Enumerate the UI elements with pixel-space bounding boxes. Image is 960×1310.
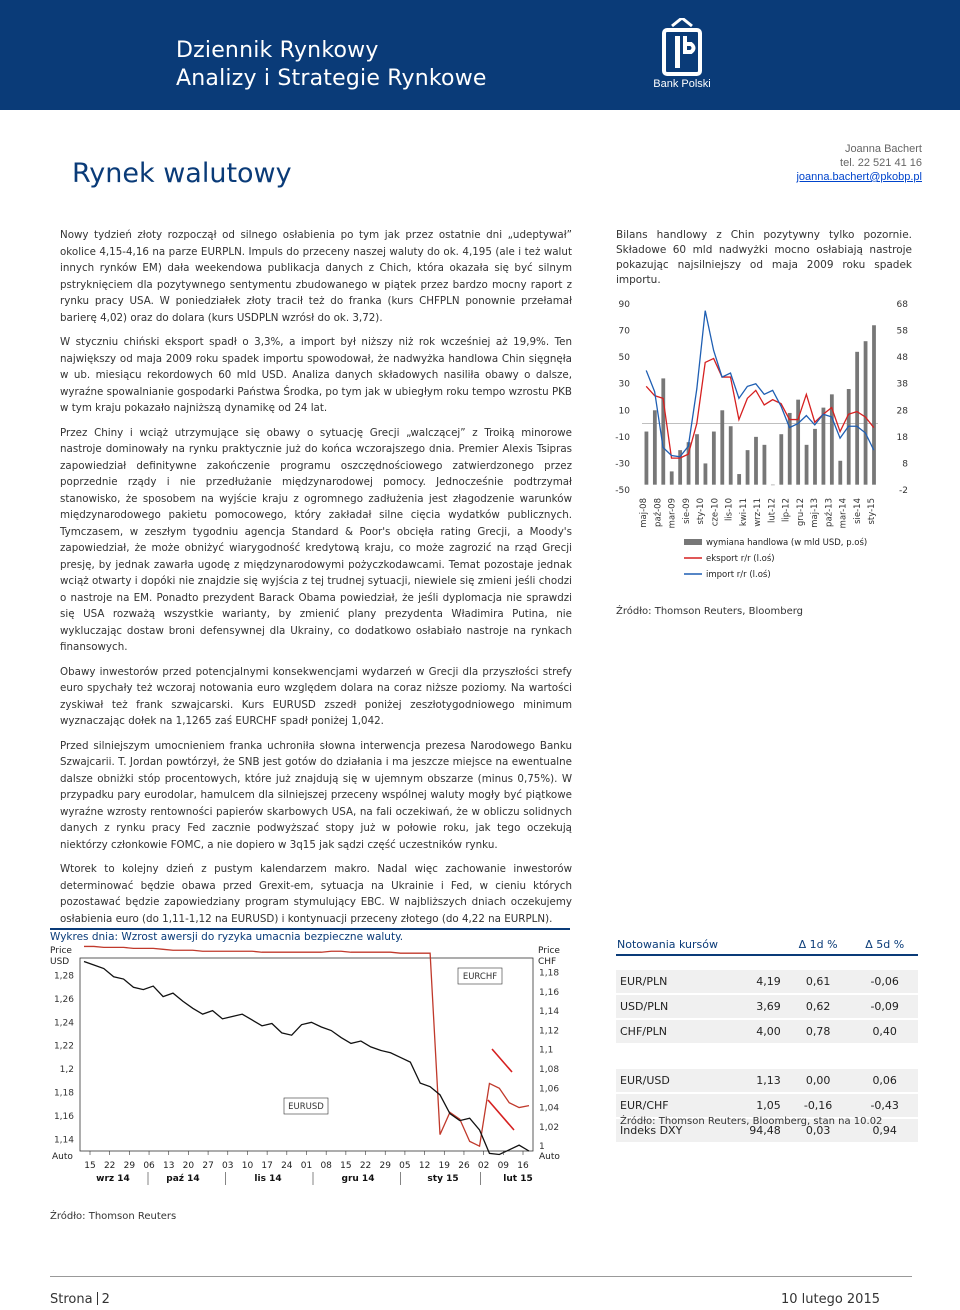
pair-value: 3,69 xyxy=(725,994,784,1019)
x-tick-label: lip-12 xyxy=(781,498,792,523)
y-left-tick-label: 50 xyxy=(618,353,630,364)
page-number-value: 2 xyxy=(101,1292,110,1307)
y-right-tick-label: 1 xyxy=(539,1142,545,1153)
x-tick-label: 15 xyxy=(84,1161,96,1171)
x-tick-label: 29 xyxy=(379,1161,391,1171)
article-body xyxy=(60,227,572,935)
y-left-tick-label: -10 xyxy=(615,432,630,443)
change-5d: -0,09 xyxy=(851,994,918,1019)
trade-bar xyxy=(864,341,868,484)
y-right-tick-label: 1,1 xyxy=(539,1045,554,1056)
change-5d: 0,06 xyxy=(851,1068,918,1093)
trade-bar xyxy=(645,432,649,485)
author-email-link[interactable]: joanna.bachert@pkobp.pl xyxy=(796,171,922,183)
change-1d: 0,61 xyxy=(785,969,852,994)
eurusd-eurchf-chart xyxy=(48,944,578,1189)
x-month-label: lut 15 xyxy=(503,1174,533,1184)
pair-value: 94,48 xyxy=(725,1118,784,1143)
x-tick-label: 03 xyxy=(222,1161,234,1171)
eurusd-label: EURUSD xyxy=(288,1102,324,1112)
rates-header-row xyxy=(616,934,918,955)
y-left-tick-label: 1,18 xyxy=(53,1088,74,1099)
y-right-tick-label: 1,16 xyxy=(539,987,560,998)
trade-bar xyxy=(813,429,817,485)
legend-swatch-bar xyxy=(684,539,702,545)
x-tick-label: 16 xyxy=(517,1161,529,1171)
trade-bar xyxy=(695,434,699,484)
pair-name: Indeks DXY xyxy=(616,1118,725,1143)
x-tick-label: cze-10 xyxy=(710,498,721,527)
y-left-tick-label: -30 xyxy=(615,459,630,470)
trade-bar xyxy=(838,461,842,485)
china-trade-chart xyxy=(606,290,916,600)
page-number xyxy=(50,1292,110,1307)
y-right-tick-label: 1,14 xyxy=(539,1007,560,1018)
page-title: Rynek walutowy xyxy=(72,158,292,189)
x-tick-label: 09 xyxy=(497,1161,510,1171)
report-date: 10 lutego 2015 xyxy=(780,1292,880,1307)
y-right-tick-label: 38 xyxy=(896,379,908,390)
x-tick-label: 26 xyxy=(458,1161,470,1171)
x-tick-label: 22 xyxy=(103,1161,116,1171)
table-spacer xyxy=(616,955,918,969)
y-right-tick-label: 1,06 xyxy=(539,1084,560,1095)
separator xyxy=(97,1292,98,1305)
change-5d: -0,43 xyxy=(851,1093,918,1118)
x-tick-label: 05 xyxy=(399,1161,411,1171)
x-month-label: wrz 14 xyxy=(96,1174,130,1184)
x-tick-label: lis-10 xyxy=(724,498,735,522)
bank-logo xyxy=(642,18,722,98)
chart-of-day-title: Wykres dnia: Wzrost awersji do ryzyka umacnia bezpieczne waluty. xyxy=(50,931,404,943)
paragraph: Wtorek to kolejny dzień z pustym kalendarzem makro. Nadal więc zachowanie inwestorów determinować będzie obawa przed Grexit-em, sytuacja na Ukrainie i Fed, w cieniu których pozostawać będzie zapowiedziany program stymulujący EBC. W najbliższych dniach oczekujemy osłabienia euro (do 1,11-1,12 na EURUSD) i kontynuacji przeceny złotego (do 4,22 na EURPLN). xyxy=(60,863,572,925)
x-tick-label: sty-10 xyxy=(696,498,706,525)
trade-bar xyxy=(653,410,657,484)
table-row xyxy=(616,1093,918,1118)
change-1d: 0,78 xyxy=(785,1019,852,1044)
x-tick-label: sie-09 xyxy=(681,498,692,524)
chart-title-rule xyxy=(50,928,570,930)
legend-label: wymiana handlowa (w mld USD, p.oś) xyxy=(706,538,868,548)
x-tick-label: 06 xyxy=(143,1161,155,1171)
pair-value: 1,13 xyxy=(725,1068,784,1093)
x-tick-label: sty-15 xyxy=(867,498,877,525)
change-1d: 0,62 xyxy=(785,994,852,1019)
axis-auto-label: Auto xyxy=(52,1152,73,1162)
paragraph: Przez Chiny i wciąż utrzymujące się obawy o sytuację Grecji „walczącej” z Troiką minorowe nastroje dominowały na rynku praktycznie już do końca wczorajszego dnia. Premier Alexis Tsipras zapowiedział definitywne zakończenie programu oszczędnościowego zatwierdzonego przez poprzednie rządy i nie przedłużanie międzynarodowej pomocy. Jednocześnie podtrzymał stanowisko, że sposobem na wyjście kraju z ogromnego zadłużenia jest złagodzenie warunków międzynarodowego pakietu pomocowego, który zakładał silne cięcia wydatków publicznych. Tymczasem, w zeszłym tygodniu agencja Standard & Poor's obcięła rating Grecji, a Moody's zapowiedział, że może obniżyć wiarygodność kredytową kraju, co może zagrozić na rząd Grecji presję, by jednak zawarła ugodę z międzynarodowymi pożyczkodawcami. Temat pozostaje jednak wciąż otwarty i dopóki nie znajdzie się wyjścia z tej trudnej sytuacji, niewiele się zmieni jeśli chodzi o nastroje na EM. Ponadto prezydent Barack Obama powiedział, że jeśli dyplomacja nie sprawdzi się USA rozważą wszystkie warianty, by zmienić plany prezydenta Władimira Putina, nie wykluczając dostaw broni defensywnej dla Ukrainy, co dodatkowo osłabiało nastroje na rynkach finansowych. xyxy=(60,426,572,653)
x-tick-label: gru-12 xyxy=(795,498,806,527)
rates-source: Źródło: Thomson Reuters, Bloomberg, stan na 10.02 xyxy=(620,1116,883,1127)
pair-value: 4,19 xyxy=(725,969,784,994)
trade-bar xyxy=(720,410,724,484)
y-right-tick-label: 1,18 xyxy=(539,968,560,979)
publication-title: Dziennik Rynkowy xyxy=(176,38,379,63)
y-right-tick-label: 8 xyxy=(902,459,908,470)
y-right-tick-label: 1,12 xyxy=(539,1026,560,1037)
y-left-tick-label: 10 xyxy=(618,406,630,417)
table-row xyxy=(616,969,918,994)
legend-label: import r/r (l.oś) xyxy=(706,570,771,580)
x-tick-label: 29 xyxy=(123,1161,136,1171)
trade-bar xyxy=(822,408,826,485)
trend-arrow xyxy=(488,1100,514,1130)
y-right-title: CHF xyxy=(538,957,557,967)
x-tick-label: mar-09 xyxy=(667,498,678,529)
bottom-chart-source: Źródło: Thomson Reuters xyxy=(50,1211,177,1222)
x-month-label: sty 15 xyxy=(427,1174,459,1184)
x-tick-label: 17 xyxy=(261,1161,273,1171)
y-left-tick-label: 1,16 xyxy=(53,1111,74,1122)
x-month-label: gru 14 xyxy=(341,1174,375,1184)
y-left-tick-label: 90 xyxy=(618,300,630,310)
x-month-label: lis 14 xyxy=(254,1174,282,1184)
author-phone: tel. 22 521 41 16 xyxy=(840,157,922,169)
trade-bar xyxy=(805,445,809,485)
trade-bar xyxy=(796,400,800,485)
rates-header-1d: Δ 1d % xyxy=(785,934,852,955)
side-chart-caption: Bilans handlowy z Chin pozytywny tylko pozornie. Składowe 60 mld nadwyżki mocno osłabiają nastroje pokazując najsilniejszy od maja 2009 roku spadek importu. xyxy=(616,229,912,286)
x-tick-label: 12 xyxy=(418,1161,431,1171)
y-left-tick-label: 30 xyxy=(618,379,630,390)
y-left-tick-label: 1,22 xyxy=(53,1041,74,1052)
trade-bar xyxy=(661,378,665,484)
x-tick-label: 15 xyxy=(340,1161,352,1171)
footer-rule xyxy=(50,1276,912,1277)
x-tick-label: 13 xyxy=(163,1161,175,1171)
eurchf-label: EURCHF xyxy=(462,972,498,982)
side-chart-source: Źródło: Thomson Reuters, Bloomberg xyxy=(616,606,804,617)
y-right-tick-label: 1,02 xyxy=(539,1122,560,1133)
x-tick-label: sie-14 xyxy=(852,498,863,524)
publication-subtitle: Analizy i Strategie Rynkowe xyxy=(176,66,487,91)
trade-bar xyxy=(763,445,767,485)
trade-bar xyxy=(754,437,758,485)
axis-auto-label: Auto xyxy=(539,1152,560,1162)
pair-value: 1,05 xyxy=(725,1093,784,1118)
x-tick-label: paź-13 xyxy=(824,498,835,527)
author-contact xyxy=(796,142,922,184)
table-row xyxy=(616,1019,918,1044)
paragraph: W styczniu chiński eksport spadł o 3,3%, a import był niższy niż rok wcześniej aż 19,9%. Ten największy od maja 2009 roku spadek importu spowodował, że nadwyżka handlowa Chin sięgnęła w ub. miesiącu rekordowych 60 mld USD. Analiza danych składowych nasiliła obawy o dalsze, wyraźne spowalnianie gospodarki Państwa Środka, po tym jak w ubiegłym roku tempo wzrostu PKB w tym kraju pokazało najniższą dynamikę od 24 lat. xyxy=(60,336,572,414)
bank-name: Bank Polski xyxy=(653,78,711,90)
x-tick-label: lut-12 xyxy=(767,498,778,523)
x-tick-label: 22 xyxy=(359,1161,372,1171)
y-right-tick-label: 1,04 xyxy=(539,1103,560,1114)
x-tick-label: paź-08 xyxy=(653,498,664,527)
x-tick-label: mar-14 xyxy=(838,498,849,529)
header-banner xyxy=(0,0,960,110)
change-1d: 0,03 xyxy=(785,1118,852,1143)
pair-name: EUR/USD xyxy=(616,1068,725,1093)
y-right-tick-label: 1,08 xyxy=(539,1064,560,1075)
x-tick-label: 24 xyxy=(281,1161,293,1171)
rates-header-5d: Δ 5d % xyxy=(851,934,918,955)
x-month-label: paź 14 xyxy=(166,1174,200,1184)
trade-bar xyxy=(855,352,859,485)
plot-frame xyxy=(80,958,533,1151)
y-left-tick-label: -50 xyxy=(615,486,630,496)
y-right-tick-label: -2 xyxy=(899,486,908,496)
table-spacer xyxy=(616,1044,918,1068)
table-row xyxy=(616,994,918,1019)
paragraph: Przed silniejszym umocnieniem franka uchroniła słowna interwencja prezesa Narodowego Banku Szwajcarii. T. Jordan powtórzył, że SNB jest gotów do działania i ma jeszcze miejsce na ewentualne dalsze obniżki stóp procentowych, które już znajdują się w ujemnym obszarze (minus 0,75%). W przypadku pary eurodolar, hamulcem dla silniejszej przeceny wspólnej waluty mogły być piątkowe wyraźne wzrosty rentowności papierów skarbowych USA, na fali oczekiwań, że w obliczu solidnych danych z rynku pracy Fed zacznie podwyższać stopy już w połowie roku, jak tego oczekują niektórzy członkowie FOMC, a nie dopiero w 3q15 jak sądzi część uczestników rynku. xyxy=(60,739,572,851)
y-right-title: Price xyxy=(538,946,560,956)
pair-name: USD/PLN xyxy=(616,994,725,1019)
change-5d: 0,40 xyxy=(851,1019,918,1044)
y-left-tick-label: 1,14 xyxy=(53,1135,74,1146)
trade-bar xyxy=(737,474,741,485)
rates-header-title: Notowania kursów xyxy=(616,934,785,955)
y-left-title: USD xyxy=(50,957,70,967)
x-tick-label: 27 xyxy=(202,1161,214,1171)
author-name: Joanna Bachert xyxy=(844,143,922,155)
pair-name: EUR/PLN xyxy=(616,969,725,994)
x-tick-label: 01 xyxy=(300,1161,313,1171)
x-tick-label: maj-08 xyxy=(639,498,649,528)
paragraph: Obawy inwestorów przed potencjalnymi konsekwencjami wydarzeń w Grecji dla przyszłości strefy euro spychały też wczoraj notowania euro względem dolara na coraz niższe poziomy. Na wartości zyskiwał też frank szwajcarski. Kurs EURUSD zszedł poniżej zeszłotygodniowego minimum wyznaczając dołek na 1,1265 zaś EURCHF spadł poniżej 1,042. xyxy=(60,665,572,727)
x-tick-label: 02 xyxy=(477,1161,490,1171)
trade-bar xyxy=(704,463,708,484)
page-label: Strona xyxy=(50,1292,93,1307)
x-tick-label: 19 xyxy=(438,1161,450,1171)
change-1d: 0,00 xyxy=(785,1068,852,1093)
trade-bar xyxy=(746,450,750,485)
y-right-tick-label: 48 xyxy=(896,353,908,364)
y-right-tick-label: 18 xyxy=(896,432,908,443)
y-right-tick-label: 28 xyxy=(896,406,908,417)
y-left-tick-label: 1,28 xyxy=(53,971,74,982)
pair-name: CHF/PLN xyxy=(616,1019,725,1044)
change-1d: -0,16 xyxy=(785,1093,852,1118)
x-tick-label: 10 xyxy=(241,1161,254,1171)
trade-bar xyxy=(771,485,775,486)
x-tick-label: 20 xyxy=(182,1161,195,1171)
pair-value: 4,00 xyxy=(725,1019,784,1044)
trade-bar xyxy=(712,432,716,485)
export-line xyxy=(646,358,874,458)
pair-name: EUR/CHF xyxy=(616,1093,725,1118)
import-line xyxy=(646,311,874,457)
x-tick-label: kwi-11 xyxy=(738,498,749,527)
y-left-tick-label: 1,26 xyxy=(53,994,74,1005)
y-left-title: Price xyxy=(50,946,72,956)
y-left-tick-label: 1,24 xyxy=(53,1018,74,1029)
x-tick-label: wrz-11 xyxy=(753,498,763,527)
trade-bar xyxy=(670,471,674,484)
trade-bar xyxy=(779,434,783,484)
legend-label: eksport r/r (l.oś) xyxy=(706,554,775,564)
y-right-tick-label: 58 xyxy=(896,326,908,337)
x-tick-label: maj-13 xyxy=(810,498,820,528)
trend-arrow xyxy=(492,1049,512,1072)
y-left-tick-label: 70 xyxy=(618,326,630,337)
rates-table xyxy=(616,934,918,1144)
change-5d: -0,06 xyxy=(851,969,918,994)
trade-bar xyxy=(847,389,851,485)
trade-bar xyxy=(872,325,876,484)
x-tick-label: 08 xyxy=(320,1161,332,1171)
table-row xyxy=(616,1068,918,1093)
pko-logo-icon xyxy=(642,18,722,78)
y-left-tick-label: 1,2 xyxy=(59,1065,74,1076)
trade-bar xyxy=(729,426,733,484)
paragraph: Nowy tydzień złoty rozpoczął od silnego osłabienia po tym jak przez ostatnie dni „udeptywał” okolice 4,15-4,16 na parze EURPLN. Impuls do przeceny naszej waluty do ok. 4,195 (ale i też walut innych rynków EM) dała weekendowa publikacja danych z Chich, która okazała się być silnym pstryknięciem dla pozytywnego sentymentu zbudowanego w piątek przez bardzo mocny raport z rynku pracy USA. W poniedziałek złoty tracił też do franka (kurs CHFPLN ponownie przełamał barierę 4,02) oraz do dolara (kurs USDPLN wzrósł do ok. 3,72). xyxy=(60,229,572,324)
y-right-tick-label: 68 xyxy=(896,300,908,310)
change-5d: 0,94 xyxy=(851,1118,918,1143)
